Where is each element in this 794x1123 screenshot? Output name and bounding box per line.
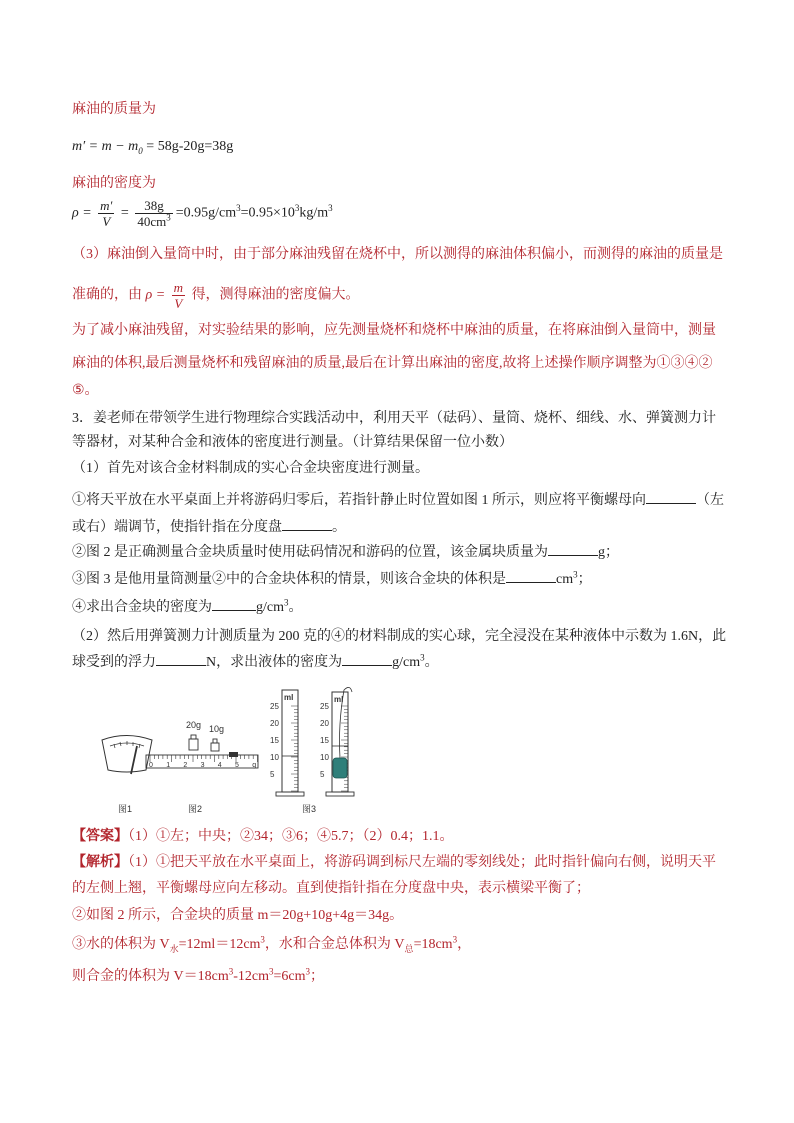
fraction-num: m bbox=[173, 280, 184, 295]
text-part: ③水的体积为 V bbox=[72, 937, 170, 952]
answer-blank[interactable] bbox=[156, 653, 206, 666]
ruler-tick-label: 1 bbox=[166, 762, 171, 769]
sup: 3 bbox=[305, 966, 310, 977]
sup: 3 bbox=[236, 203, 241, 214]
formula-part: m′ = m − m bbox=[72, 139, 139, 154]
analysis-text: （1）①把天平放在水平桌面上，将游码调到标尺左端的零刻线处；此时指针偏向右侧，说明天平 bbox=[128, 855, 716, 870]
formula-sub: 0 bbox=[138, 145, 143, 156]
caption-fig3: 图3 bbox=[302, 804, 317, 814]
cylinder-tick-label: 25 bbox=[270, 702, 279, 711]
fraction-num: m′ bbox=[100, 198, 113, 213]
answer-line bbox=[72, 828, 454, 846]
answer-blank[interactable] bbox=[548, 543, 598, 556]
question-3-part2b bbox=[72, 653, 439, 672]
text-part: ； bbox=[577, 572, 592, 587]
question-3-part1: （1）首先对该合金材料制成的实心合金块密度进行测量。 bbox=[72, 461, 429, 476]
analysis-line3: ②如图 2 所示，合金块的质量 m＝20g+10g+4g＝34g。 bbox=[72, 908, 404, 923]
weight-10g-label: 10g bbox=[209, 724, 225, 734]
cyl1-unit: ml bbox=[284, 693, 294, 702]
text-part: g/cm bbox=[256, 600, 284, 615]
line-oil-density-label: 麻油的密度为 bbox=[72, 176, 156, 191]
text-part: ， bbox=[457, 937, 472, 952]
text-part: g/cm bbox=[392, 655, 421, 670]
ruler-tick-label: 3 bbox=[200, 762, 205, 769]
text-part: =6cm bbox=[273, 969, 306, 984]
line-improve-3: ⑤。 bbox=[72, 383, 99, 398]
analysis-line4 bbox=[72, 936, 471, 954]
line-reason-3b bbox=[72, 280, 360, 311]
text-part: （左 bbox=[696, 493, 724, 508]
formula-part: kg/m bbox=[299, 205, 329, 221]
sup: 3 bbox=[420, 652, 425, 663]
fraction-den-text: 40cm bbox=[137, 214, 167, 229]
text-part: ①将天平放在水平桌面上并将游码归零后，若指针静止时位置如图 1 所示，则应将平衡螺母向 bbox=[72, 493, 646, 508]
text-part: 得，测得麻油的密度偏大。 bbox=[191, 287, 360, 303]
sup: 3 bbox=[166, 212, 171, 223]
sup: 3 bbox=[260, 934, 265, 945]
sup: 3 bbox=[452, 934, 458, 945]
question-3-line1: 3．姜老师在带领学生进行物理综合实践活动中，利用天平（砝码）、量筒、烧杯、细线、水、弹簧测力计 bbox=[72, 411, 716, 426]
text-part: ②图 2 是正确测量合金块质量时使用砝码情况和游码的位置，该金属块质量为 bbox=[72, 545, 548, 560]
text-part: cm bbox=[556, 572, 574, 587]
ruler-tick-label: 5 bbox=[235, 762, 239, 769]
formula-part: ρ = bbox=[145, 287, 166, 303]
weights bbox=[186, 720, 224, 751]
line-reason-3: （3）麻油倒入量筒中时，由于部分麻油残留在烧杯中，所以测得的麻油体积偏小，而测得的麻油的质量是 bbox=[72, 247, 723, 262]
answer-blank[interactable] bbox=[646, 491, 696, 504]
text-part: ，水和合金总体积为 V bbox=[264, 937, 405, 952]
cylinder-tick-label: 20 bbox=[270, 719, 279, 728]
cylinder-tick-label: 20 bbox=[320, 719, 329, 728]
text-part: 。 bbox=[288, 600, 303, 615]
text-part: 准确的，由 bbox=[72, 287, 142, 303]
formula-part: =0.95×10 bbox=[240, 205, 295, 221]
text-part: ③图 3 是他用量筒测量②中的合金块体积的情景，则该合金块的体积是 bbox=[72, 572, 506, 587]
formula-oil-density bbox=[72, 198, 333, 229]
analysis-tag: 【解析】 bbox=[72, 855, 128, 870]
fraction bbox=[98, 198, 114, 229]
cylinder-tick-label: 25 bbox=[320, 702, 329, 711]
balance-dial bbox=[102, 736, 152, 775]
text-part: 球受到的浮力 bbox=[72, 655, 156, 670]
sub: 总 bbox=[404, 943, 414, 954]
sup: 3 bbox=[294, 203, 300, 214]
formula-part: ρ = bbox=[72, 205, 92, 221]
figure-svg bbox=[100, 684, 370, 819]
text-part: 。 bbox=[332, 520, 346, 535]
question-3-item2 bbox=[72, 543, 619, 562]
answer-blank[interactable] bbox=[342, 653, 392, 666]
caption-fig2: 图2 bbox=[188, 804, 203, 814]
text-part: -12cm bbox=[233, 969, 269, 984]
cylinder-tick-label: 10 bbox=[270, 753, 279, 762]
answer-blank[interactable] bbox=[282, 518, 332, 531]
ruler-tick-label: g bbox=[252, 762, 257, 769]
question-3-item4 bbox=[72, 598, 303, 617]
text-part: 。 bbox=[424, 655, 439, 670]
sup: 3 bbox=[228, 966, 234, 977]
text-part: =12ml＝12cm bbox=[178, 937, 261, 952]
text-part: 或右）端调节，使指针指在分度盘 bbox=[72, 520, 282, 535]
sup: 3 bbox=[268, 966, 274, 977]
ruler-tick-label: 0 bbox=[149, 762, 153, 769]
sup: 3 bbox=[328, 203, 333, 214]
formula-oil-mass bbox=[72, 138, 233, 156]
line-oil-mass-label: 麻油的质量为 bbox=[72, 102, 156, 117]
fraction-den bbox=[135, 214, 172, 229]
question-3-item1 bbox=[72, 491, 724, 510]
caption-fig1: 图1 bbox=[118, 804, 133, 814]
sub: 水 bbox=[169, 943, 179, 954]
cylinder-tick-label: 15 bbox=[320, 736, 329, 745]
text-part: g； bbox=[598, 545, 619, 560]
text-part: ④求出合金块的密度为 bbox=[72, 600, 212, 615]
line-improve-2: 麻油的体积,最后测量烧杯和残留麻油的质量,最后在计算出麻油的密度,故将上述操作顺序调整为①③④② bbox=[72, 356, 713, 371]
question-3-item3 bbox=[72, 570, 592, 589]
cylinder-tick-label: 5 bbox=[320, 770, 325, 779]
sup: 3 bbox=[573, 569, 578, 580]
text-part: N，求出液体的密度为 bbox=[206, 655, 343, 670]
measuring-cylinder-1 bbox=[270, 690, 304, 796]
analysis-line2: 的左侧上翘，平衡螺母应向左移动。直到使指针指在分度盘中央，表示横梁平衡了； bbox=[72, 881, 590, 896]
answer-text: （1）①左；中央；②34；③6；④5.7；（2）0.4；1.1。 bbox=[128, 829, 454, 844]
experiment-figure bbox=[100, 684, 370, 824]
answer-blank[interactable] bbox=[212, 598, 256, 611]
weight-20g-label: 20g bbox=[186, 720, 202, 730]
fraction-num: 38g bbox=[135, 198, 172, 214]
question-3-item1b bbox=[72, 518, 346, 537]
cylinder-tick-label: 5 bbox=[270, 770, 275, 779]
text-part: 则合金的体积为 V＝18cm bbox=[72, 969, 229, 984]
question-3-part2: （2）然后用弹簧测力计测质量为 200 克的④的材料制成的实心球，完全浸没在某种液体中示数为 1.6N，此 bbox=[72, 629, 727, 644]
analysis-line1 bbox=[72, 854, 716, 872]
cylinder-tick-label: 15 bbox=[270, 736, 279, 745]
answer-tag: 【答案】 bbox=[72, 829, 128, 844]
fraction-den: V bbox=[102, 214, 111, 229]
formula-part: =0.95g/cm bbox=[175, 205, 237, 221]
answer-blank[interactable] bbox=[506, 570, 556, 583]
formula-part: = bbox=[120, 205, 129, 221]
alloy-block bbox=[333, 758, 347, 778]
formula-part: = 58g-20g=38g bbox=[142, 139, 234, 154]
fraction bbox=[135, 198, 172, 229]
sup: 3 bbox=[284, 597, 289, 608]
analysis-line5 bbox=[72, 968, 324, 986]
cylinder-tick-label: 10 bbox=[320, 753, 329, 762]
line-improve-1: 为了减小麻油残留，对实验结果的影响，应先测量烧杯和烧杯中麻油的质量，在将麻油倒入量筒中，测量 bbox=[72, 323, 716, 338]
ruler-tick-label: 2 bbox=[183, 762, 188, 769]
question-3-line2: 等器材，对某种合金和液体的密度进行测量。（计算结果保留一位小数） bbox=[72, 435, 513, 450]
ruler-tick-label: 4 bbox=[217, 762, 222, 769]
measuring-cylinder-2 bbox=[320, 687, 354, 796]
cyl2-unit: ml bbox=[334, 695, 344, 704]
fraction-den: V bbox=[174, 296, 183, 311]
text-part: =18cm bbox=[413, 937, 453, 952]
text-part: ； bbox=[309, 969, 324, 984]
fraction bbox=[172, 280, 185, 311]
